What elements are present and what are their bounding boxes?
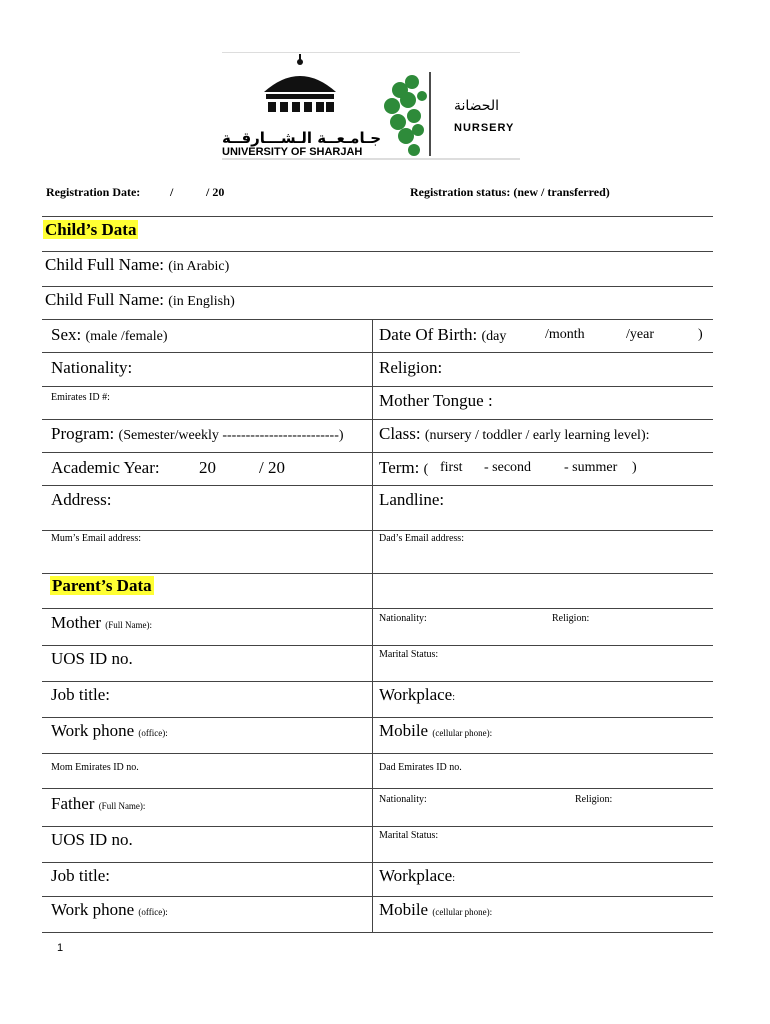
divider <box>42 419 713 420</box>
mum-email-field[interactable]: Mum’s Email address: <box>51 533 141 544</box>
divider <box>42 530 713 531</box>
mother-job-title-field[interactable]: Job title: <box>51 685 111 704</box>
mother-marital-status-field[interactable]: Marital Status: <box>379 649 439 660</box>
university-name-arabic: جـامـعــة الـشـــارقــة <box>222 129 382 147</box>
header-logo <box>222 52 520 160</box>
registration-status: Registration status: (new / transferred) <box>410 185 610 199</box>
divider <box>42 862 713 863</box>
registration-date-sep2: / 20 <box>206 185 225 199</box>
divider <box>42 452 713 453</box>
father-work-phone-field[interactable]: Work phone (office): <box>51 900 168 919</box>
divider <box>42 251 713 252</box>
mother-workplace-field[interactable]: Workplace: <box>379 685 455 704</box>
dad-email-field[interactable]: Dad’s Email address: <box>379 533 464 544</box>
divider <box>42 485 713 486</box>
divider <box>42 788 713 789</box>
sex-field[interactable]: Sex: (male /female) <box>51 325 168 344</box>
mother-tongue-field[interactable]: Mother Tongue : <box>379 391 493 410</box>
term-first: first <box>440 460 463 475</box>
divider <box>42 896 713 897</box>
mother-work-phone-field[interactable]: Work phone (office): <box>51 721 168 740</box>
nursery-name-arabic: الحضانة <box>454 98 500 114</box>
mother-uos-id-field[interactable]: UOS ID no. <box>51 649 133 668</box>
academic-year-20a: 20 <box>199 458 216 477</box>
child-nationality-field[interactable]: Nationality: <box>51 358 133 377</box>
father-workplace-field[interactable]: Workplace: <box>379 866 455 885</box>
divider <box>42 352 713 353</box>
divider <box>42 717 713 718</box>
date-of-birth-field[interactable]: Date Of Birth: (day <box>379 325 507 344</box>
divider <box>42 608 713 609</box>
divider <box>42 216 713 217</box>
divider <box>42 573 713 574</box>
dob-year: /year <box>626 327 654 342</box>
mother-nationality-field[interactable]: Nationality: <box>379 613 427 624</box>
divider <box>42 932 713 933</box>
registration-date-label: Registration Date: <box>46 185 141 199</box>
divider <box>42 319 713 320</box>
father-uos-id-field[interactable]: UOS ID no. <box>51 830 133 849</box>
mother-name-field[interactable]: Mother (Full Name): <box>51 613 153 632</box>
term-close: ) <box>632 460 637 475</box>
father-nationality-field[interactable]: Nationality: <box>379 794 427 805</box>
registration-date-sep1: / <box>170 185 174 199</box>
program-field[interactable]: Program: (Semester/weekly -------------------------) <box>51 424 344 443</box>
divider <box>42 681 713 682</box>
father-mobile-field[interactable]: Mobile (cellular phone): <box>379 900 493 919</box>
mother-religion-field[interactable]: Religion: <box>552 613 590 624</box>
father-name-field[interactable]: Father (Full Name): <box>51 794 146 813</box>
nursery-name-english: NURSERY <box>454 122 515 134</box>
dob-close: ) <box>698 327 703 342</box>
academic-year-field[interactable]: Academic Year: <box>51 458 160 477</box>
divider <box>42 386 713 387</box>
dob-month: /month <box>545 327 585 342</box>
mom-emirates-id-field[interactable]: Mom Emirates ID no. <box>51 762 139 773</box>
page-number: 1 <box>57 942 64 954</box>
mother-mobile-field[interactable]: Mobile (cellular phone): <box>379 721 493 740</box>
child-data-heading: Child’s Data <box>45 220 137 239</box>
term-second: - second <box>484 460 532 475</box>
landline-field[interactable]: Landline: <box>379 490 445 509</box>
divider <box>42 826 713 827</box>
child-religion-field[interactable]: Religion: <box>379 358 443 377</box>
child-name-english-field[interactable]: Child Full Name: (in English) <box>45 290 235 309</box>
address-field[interactable]: Address: <box>51 490 112 509</box>
child-name-arabic-field[interactable]: Child Full Name: (in Arabic) <box>45 255 230 274</box>
column-divider <box>372 319 373 932</box>
divider <box>42 286 713 287</box>
term-summer: - summer <box>564 460 618 475</box>
class-field[interactable]: Class: (nursery / toddler / early learning level): <box>379 424 650 443</box>
parents-data-heading: Parent’s Data <box>52 576 152 595</box>
divider <box>42 753 713 754</box>
dad-emirates-id-field[interactable]: Dad Emirates ID no. <box>379 762 462 773</box>
child-emirates-id-field[interactable]: Emirates ID #: <box>51 392 110 403</box>
father-job-title-field[interactable]: Job title: <box>51 866 111 885</box>
academic-year-20b: / 20 <box>259 458 285 477</box>
father-marital-status-field[interactable]: Marital Status: <box>379 830 439 841</box>
term-field[interactable]: Term: ( <box>379 458 429 477</box>
father-religion-field[interactable]: Religion: <box>575 794 613 805</box>
university-name-english: UNIVERSITY OF SHARJAH <box>222 146 363 158</box>
divider <box>42 645 713 646</box>
